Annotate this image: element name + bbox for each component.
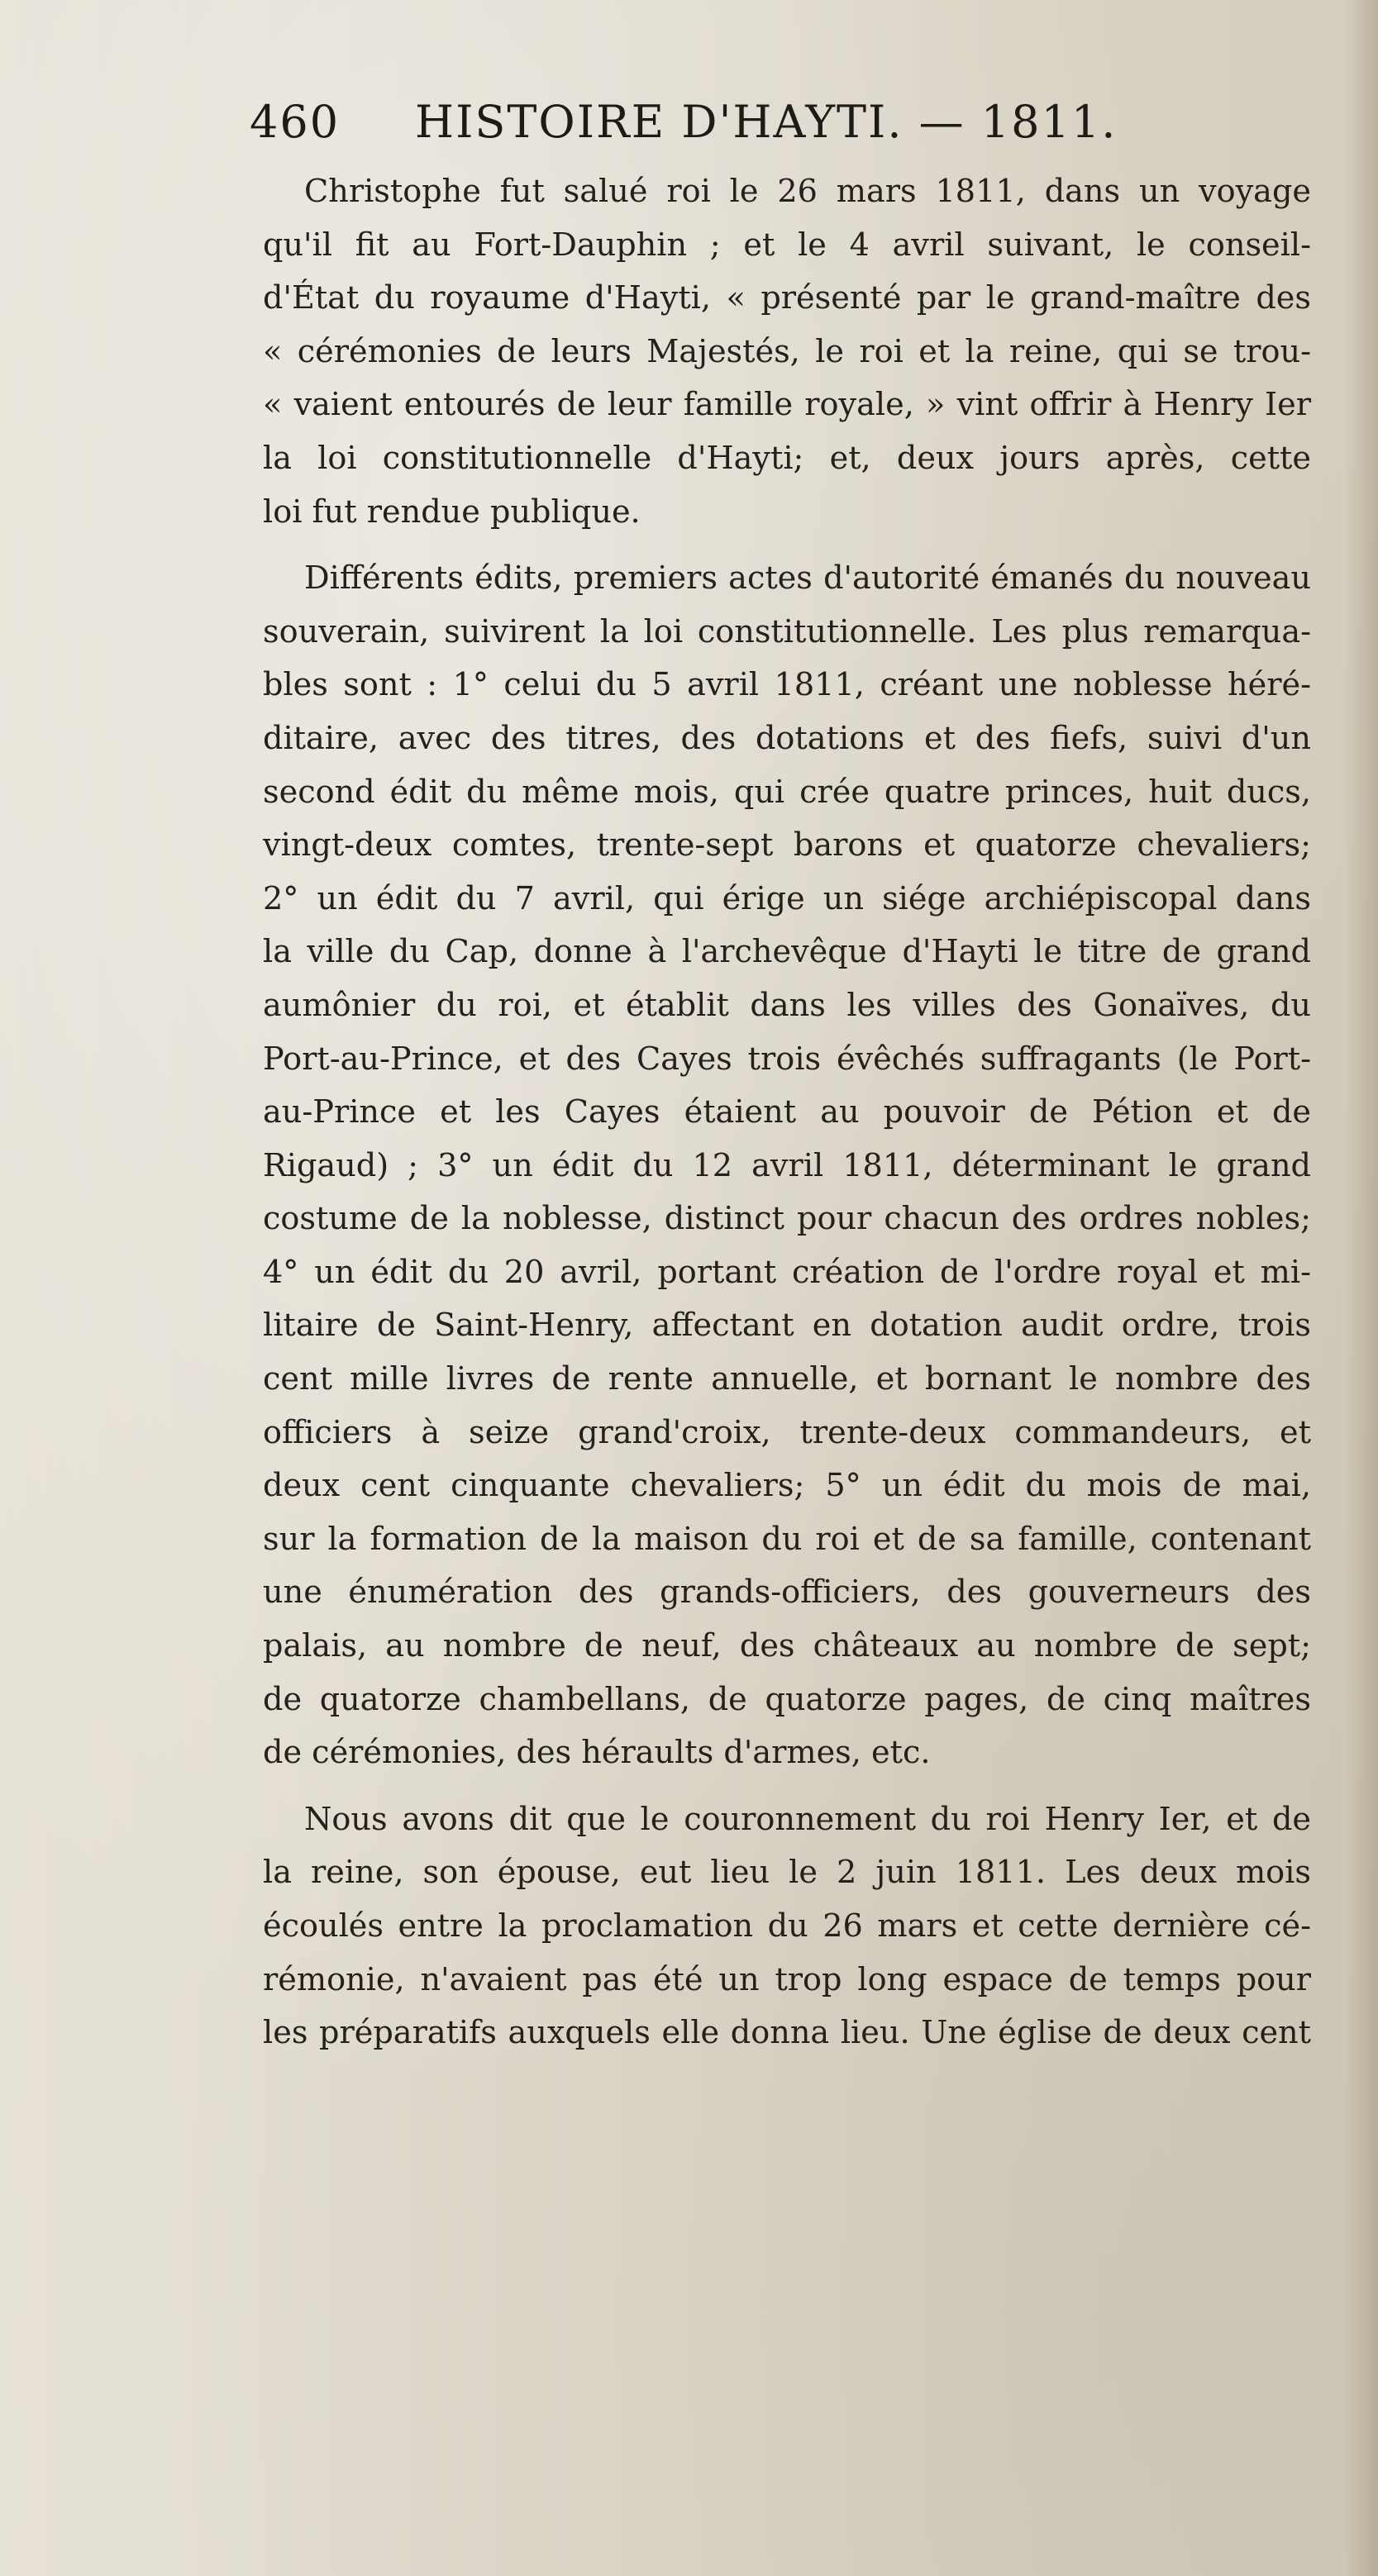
page-number: 460 [250,96,341,148]
text-line: aumônier du roi, et établit dans les villes des Gonaïves, du [263,987,1311,1024]
page-edge-shadow [1345,0,1378,2576]
text-line: sur la formation de la maison du roi et de sa famille, contenant [263,1521,1311,1558]
text-line: de cérémonies, des héraults d'armes, etc. [263,1735,931,1772]
text-line: loi fut rendue publique. [263,493,641,531]
text-line: litaire de Saint-Henry, affectant en dotation audit ordre, trois [263,1307,1311,1345]
text-line: Port-au-Prince, et des Cayes trois évêchés suffragants (le Port- [263,1040,1311,1078]
running-title: HISTOIRE D'HAYTI. — 1811. [415,96,1118,148]
text-line: au-Prince et les Cayes étaient au pouvoir de Pétion et de [263,1094,1311,1131]
text-line: souverain, suivirent la loi constitutionnelle. Les plus remarqua- [263,613,1311,650]
running-head [250,89,1291,155]
text-line: officiers à seize grand'croix, trente-deux commandeurs, et [263,1414,1311,1451]
text-line: la reine, son épouse, eut lieu le 2 juin 1811. Les deux mois [263,1855,1311,1892]
text-line: écoulés entre la proclamation du 26 mars et cette dernière cé- [263,1908,1311,1945]
text-line: costume de la noblesse, distinct pour chacun des ordres nobles; [263,1201,1311,1238]
text-line: cent mille livres de rente annuelle, et bornant le nombre des [263,1361,1311,1398]
text-line: la ville du Cap, donne à l'archevêque d'Hayti le titre de grand [263,934,1311,971]
text-line: rémonie, n'avaient pas été un trop long espace de temps pour [263,1961,1311,1998]
text-line: second édit du même mois, qui crée quatre princes, huit ducs, [263,774,1311,811]
text-line: une énumération des grands-officiers, des gouverneurs des [263,1574,1311,1612]
text-line: « vaient entourés de leur famille royale, » vint offrir à Henry Ier [263,387,1311,424]
text-line: la loi constitutionnelle d'Hayti; et, deux jours après, cette [263,440,1311,477]
text-line: vingt-deux comtes, trente-sept barons et quatorze chevaliers; [263,827,1311,864]
text-line: 4° un édit du 20 avril, portant création de l'ordre royal et mi- [263,1254,1311,1291]
text-line: ditaire, avec des titres, des dotations et des fiefs, suivi d'un [263,720,1311,757]
text-line: les préparatifs auxquels elle donna lieu. Une église de deux cent [263,2015,1311,2052]
text-line: d'État du royaume d'Hayti, « présenté par le grand-maître des [263,280,1311,317]
text-line: qu'il fit au Fort-Dauphin ; et le 4 avril suivant, le conseil- [263,226,1311,264]
text-line: « cérémonies de leurs Majestés, le roi et la reine, qui se trou- [263,333,1311,370]
text-line: Christophe fut salué roi le 26 mars 1811, dans un voyage [304,174,1311,210]
text-line: Rigaud) ; 3° un édit du 12 avril 1811, déterminant le grand [263,1147,1311,1184]
text-line: Nous avons dit que le couronnement du roi Henry Ier, et de [304,1801,1311,1838]
text-line: palais, au nombre de neuf, des châteaux au nombre de sept; [263,1628,1311,1665]
body-text [263,165,1311,2060]
text-line: Différents édits, premiers actes d'autorité émanés du nouveau [304,560,1311,598]
text-line: deux cent cinquante chevaliers; 5° un édit du mois de mai, [263,1468,1311,1505]
text-line: 2° un édit du 7 avril, qui érige un siége archiépiscopal dans [263,880,1311,917]
text-line: bles sont : 1° celui du 5 avril 1811, créant une noblesse héré- [263,667,1311,704]
text-line: de quatorze chambellans, de quatorze pages, de cinq maîtres [263,1681,1311,1718]
